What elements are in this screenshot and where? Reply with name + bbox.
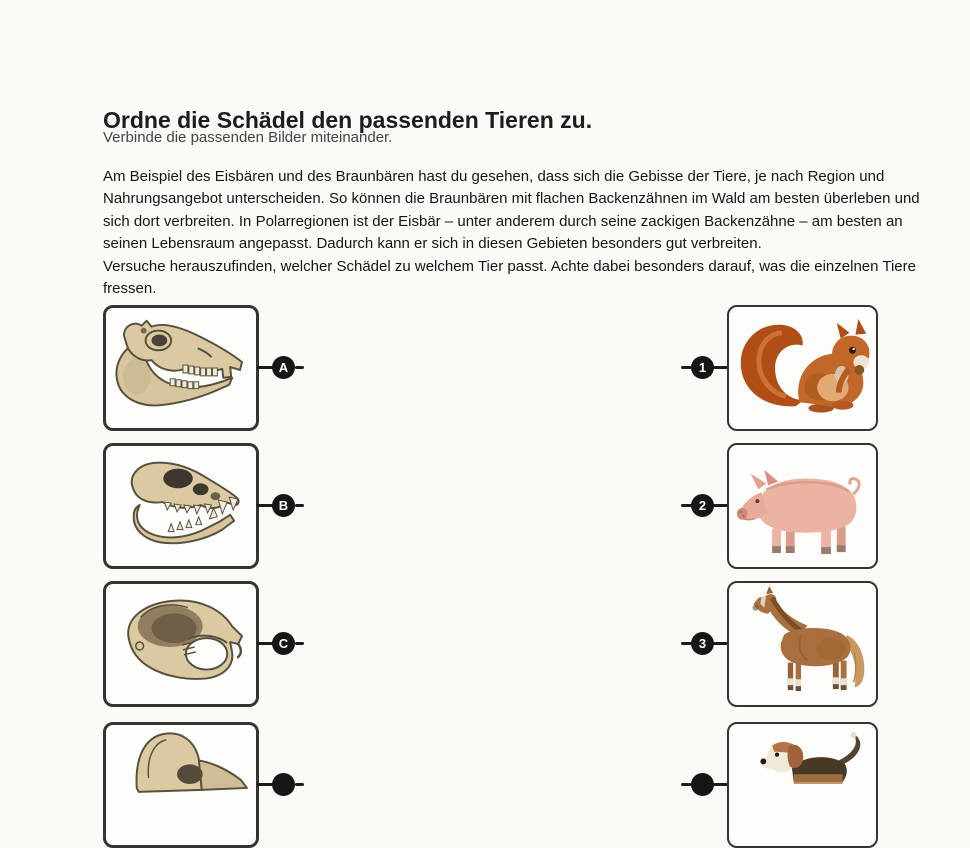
connector-dot-4[interactable] [691, 773, 714, 796]
connector-line [257, 642, 273, 645]
connector-line [713, 642, 728, 645]
connector-stub [295, 783, 304, 786]
animal-card-4[interactable] [727, 722, 878, 848]
intro-line: sich dort verbreiten. In Polarregionen ist der Eisbär – unter anderem durch seine zackigen Backenzähne – am besten an [103, 212, 903, 230]
exercise-title: Ordne die Schädel den passenden Tieren zu. [103, 107, 593, 134]
animal-card-2[interactable] [727, 443, 878, 569]
connector-line [257, 783, 273, 786]
rodent-skull-image [106, 584, 256, 704]
connector-line [713, 783, 728, 786]
connector-dot-c[interactable]: C [272, 632, 295, 655]
connector-stub [295, 642, 304, 645]
skull-partial-image [106, 725, 256, 845]
connector-stub [295, 504, 304, 507]
connector-dot-d[interactable] [272, 773, 295, 796]
connector-dot-a[interactable]: A [272, 356, 295, 379]
connector-dot-2[interactable]: 2 [691, 494, 714, 517]
intro-line: fressen. [103, 280, 157, 298]
animal-card-3[interactable] [727, 581, 878, 707]
connector-stub [295, 366, 304, 369]
match-row-1 [0, 305, 970, 431]
intro-line: seinen Lebensraum angepasst. Dadurch kann er sich in diesen Gebieten besonders gut verbreiten. [103, 235, 762, 253]
intro-line: Versuche herauszufinden, welcher Schädel zu welchem Tier passt. Achte dabei besonders darauf, was die einzelnen Tiere [103, 257, 916, 275]
match-row-2 [0, 443, 970, 569]
exercise-subtitle: Verbinde die passenden Bilder miteinander. [103, 129, 393, 146]
connector-line [257, 504, 273, 507]
horse-image [729, 583, 876, 705]
squirrel-image [729, 307, 876, 429]
connector-line [713, 366, 728, 369]
connector-dot-1[interactable]: 1 [691, 356, 714, 379]
match-row-4 [0, 722, 970, 848]
match-row-3 [0, 581, 970, 707]
skull-card-c[interactable] [103, 581, 259, 707]
connector-line [713, 504, 728, 507]
carnivore-skull-image [106, 446, 256, 566]
skull-card-a[interactable] [103, 305, 259, 431]
skull-card-b[interactable] [103, 443, 259, 569]
intro-line: Nahrungsangebot unterscheiden. So können die Braunbären mit flachen Backenzähnen im Wald am besten überleben und [103, 190, 920, 208]
connector-dot-b[interactable]: B [272, 494, 295, 517]
intro-line: Am Beispiel des Eisbären und des Braunbären hast du gesehen, dass sich die Gebisse der Tiere, je nach Region und [103, 168, 885, 185]
animal-card-1[interactable] [727, 305, 878, 431]
skull-card-d[interactable] [103, 722, 259, 848]
connector-dot-3[interactable]: 3 [691, 632, 714, 655]
dog-partial-image [729, 724, 876, 846]
pig-image [729, 445, 876, 567]
connector-line [257, 366, 273, 369]
horse-skull-image [106, 308, 256, 428]
